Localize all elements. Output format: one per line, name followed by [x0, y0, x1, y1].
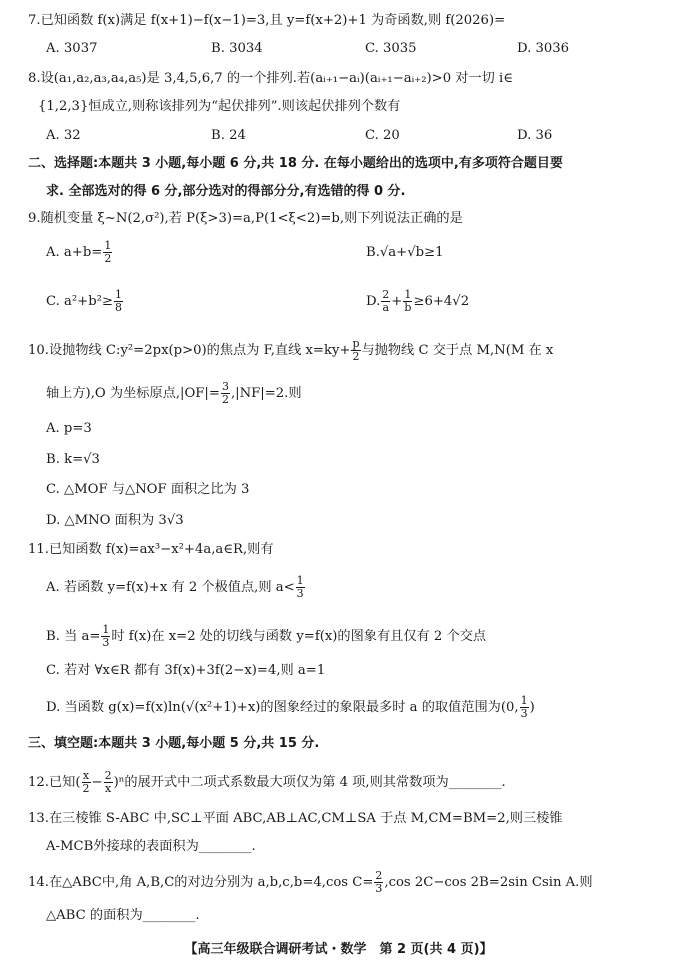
numerator: 1 — [104, 239, 112, 252]
option-d-prefix: D. 当函数 g(x)=f(x)ln(√(x²+1)+x)的图象经过的象限最多时 a 的取值范围为(0, — [46, 700, 519, 715]
question-14-line-2: △ABC 的面积为________. — [46, 908, 200, 923]
numerator: 2 — [382, 288, 390, 301]
fraction-one-third — [296, 575, 305, 600]
question-8-option-a: A. 32 — [46, 128, 81, 143]
option-d-suffix: ≥6+4√2 — [413, 294, 470, 309]
question-11-option-c: C. 若对 ∀x∈R 都有 3f(x)+3f(2−x)=4,则 a=1 — [46, 663, 326, 678]
fraction-p-over-2 — [351, 338, 360, 363]
page-footer: 【高三年级联合调研考试・数学 第 2 页(共 4 页)】 — [184, 942, 493, 957]
denominator: 3 — [520, 707, 528, 720]
question-8-option-b: B. 24 — [211, 128, 246, 143]
q14-prefix: 14.在△ABC中,角 A,B,C的对边分别为 a,b,c,b=4,cos C= — [28, 875, 374, 890]
question-9-option-a — [46, 240, 113, 265]
question-7-option-b: B. 3034 — [211, 41, 263, 56]
option-b-suffix: 时 f(x)在 x=2 处的切线与函数 y=f(x)的图象有且仅有 2 个交点 — [111, 629, 487, 644]
numerator: 2 — [104, 769, 112, 782]
q12-minus: − — [91, 775, 103, 790]
option-a-prefix: A. a+b= — [46, 245, 103, 260]
fraction-two-thirds — [374, 870, 383, 895]
option-a-prefix: A. 若函数 y=f(x)+x 有 2 个极值点,则 a< — [46, 580, 295, 595]
denominator: b — [404, 301, 412, 314]
q12-prefix: 12.已知( — [28, 775, 81, 790]
question-13-line-2: A-MCB外接球的表面积为________. — [46, 839, 256, 854]
question-13-line-1: 13.在三棱锥 S-ABC 中,SC⊥平面 ABC,AB⊥AC,CM⊥SA 于点 M,CM=BM=2,则三棱锥 — [28, 811, 563, 826]
question-10-option-b: B. k=√3 — [46, 452, 100, 467]
question-10-option-c: C. △MOF 与△NOF 面积之比为 3 — [46, 482, 250, 497]
question-8-stem-line-1: 8.设(a₁,a₂,a₃,a₄,a₅)是 3,4,5,6,7 的一个排列.若(aᵢ₊₁−aᵢ)(aᵢ₊₁−aᵢ₊₂)>0 对一切 i∈ — [28, 71, 514, 86]
section-2-heading-line-2: 求. 全部选对的得 6 分,部分选对的得部分分,有选错的得 0 分. — [46, 184, 406, 199]
question-8-option-d: D. 36 — [517, 128, 553, 143]
question-7-stem: 7.已知函数 f(x)满足 f(x+1)−f(x−1)=3,且 y=f(x+2)+1 为奇函数,则 f(2026)= — [28, 13, 506, 28]
fraction-two-over-a — [381, 289, 390, 314]
denominator: 3 — [296, 587, 304, 600]
question-10-stem-line-2 — [46, 381, 302, 406]
fraction-three-halves — [221, 381, 230, 406]
section-3-heading: 三、填空题:本题共 3 小题,每小题 5 分,共 15 分. — [28, 736, 320, 751]
fraction-one-third — [101, 624, 110, 649]
question-9-option-c — [46, 289, 124, 314]
numerator: 1 — [296, 574, 304, 587]
numerator: p — [352, 337, 360, 350]
q10-line-2-suffix: ,|NF|=2.则 — [230, 386, 302, 401]
q10-line-1-suffix: 与抛物线 C 交于点 M,N(M 在 x — [361, 343, 554, 358]
question-11-option-d — [46, 695, 535, 720]
denominator: x — [104, 782, 112, 795]
option-d-suffix: ) — [529, 700, 535, 715]
q12-suffix: )ⁿ的展开式中二项式系数最大项仅为第 4 项,则其常数项为________. — [113, 775, 506, 790]
question-14-line-1 — [28, 870, 593, 895]
fraction-one-third — [520, 695, 529, 720]
question-9-option-d: D. $\frac{2}{a}$ + $\frac{1}{b}$ ≥6+4√2 — [366, 288, 470, 314]
option-d-prefix: D. — [366, 294, 381, 309]
question-7-option-c: C. 3035 — [365, 41, 417, 56]
question-11-stem: 11.已知函数 f(x)=ax³−x²+4a,a∈R,则有 — [28, 542, 274, 557]
fraction-one-eighth — [114, 289, 123, 314]
numerator: x — [82, 769, 90, 782]
question-9-stem: 9.随机变量 ξ~N(2,σ²),若 P(ξ>3)=a,P(1<ξ<2)=b,则下列说法正确的是 — [28, 211, 463, 226]
q10-line-1-prefix: 10.设抛物线 C:y²=2px(p>0)的焦点为 F,直线 x=ky+ — [28, 343, 351, 358]
q10-line-2-prefix: 轴上方),O 为坐标原点,|OF|= — [46, 386, 220, 401]
numerator: 1 — [102, 623, 110, 636]
question-7-option-a: A. 3037 — [46, 41, 98, 56]
denominator: 2 — [104, 252, 112, 265]
question-8-stem-line-2: {1,2,3}恒成立,则称该排列为“起伏排列”.则该起伏排列个数有 — [38, 99, 401, 114]
question-11-option-a — [46, 575, 306, 600]
denominator: 2 — [221, 393, 229, 406]
option-c-prefix: C. a²+b²≥ — [46, 294, 113, 309]
question-11-option-b — [46, 624, 486, 649]
denominator: 3 — [375, 882, 383, 895]
q14-suffix: ,cos 2C−cos 2B=2sin Csin A.则 — [384, 875, 593, 890]
fraction-2-over-x — [104, 770, 113, 795]
numerator: 1 — [114, 288, 122, 301]
question-10-option-d: D. △MNO 面积为 3√3 — [46, 513, 184, 528]
fraction-one-half — [103, 240, 112, 265]
numerator: 1 — [404, 288, 412, 301]
question-10-option-a: A. p=3 — [46, 421, 92, 436]
question-7-option-d: D. 3036 — [517, 41, 570, 56]
numerator: 2 — [375, 869, 383, 882]
numerator: 1 — [520, 694, 528, 707]
option-b-prefix: B. 当 a= — [46, 629, 101, 644]
question-9-option-b: B.√a+√b≥1 — [366, 245, 444, 260]
question-12 — [28, 770, 506, 795]
section-2-heading-line-1: 二、选择题:本题共 3 小题,每小题 6 分,共 18 分. 在每小题给出的选项中,有多项符合题目要 — [28, 156, 563, 171]
denominator: 2 — [352, 350, 360, 363]
question-10-stem-line-1 — [28, 338, 553, 363]
denominator: 2 — [82, 782, 90, 795]
denominator: a — [382, 301, 390, 314]
denominator: 8 — [114, 301, 122, 314]
fraction-one-over-b — [403, 289, 412, 314]
question-8-option-c: C. 20 — [365, 128, 400, 143]
denominator: 3 — [102, 636, 110, 649]
fraction-x-over-2 — [82, 770, 91, 795]
numerator: 3 — [221, 380, 229, 393]
